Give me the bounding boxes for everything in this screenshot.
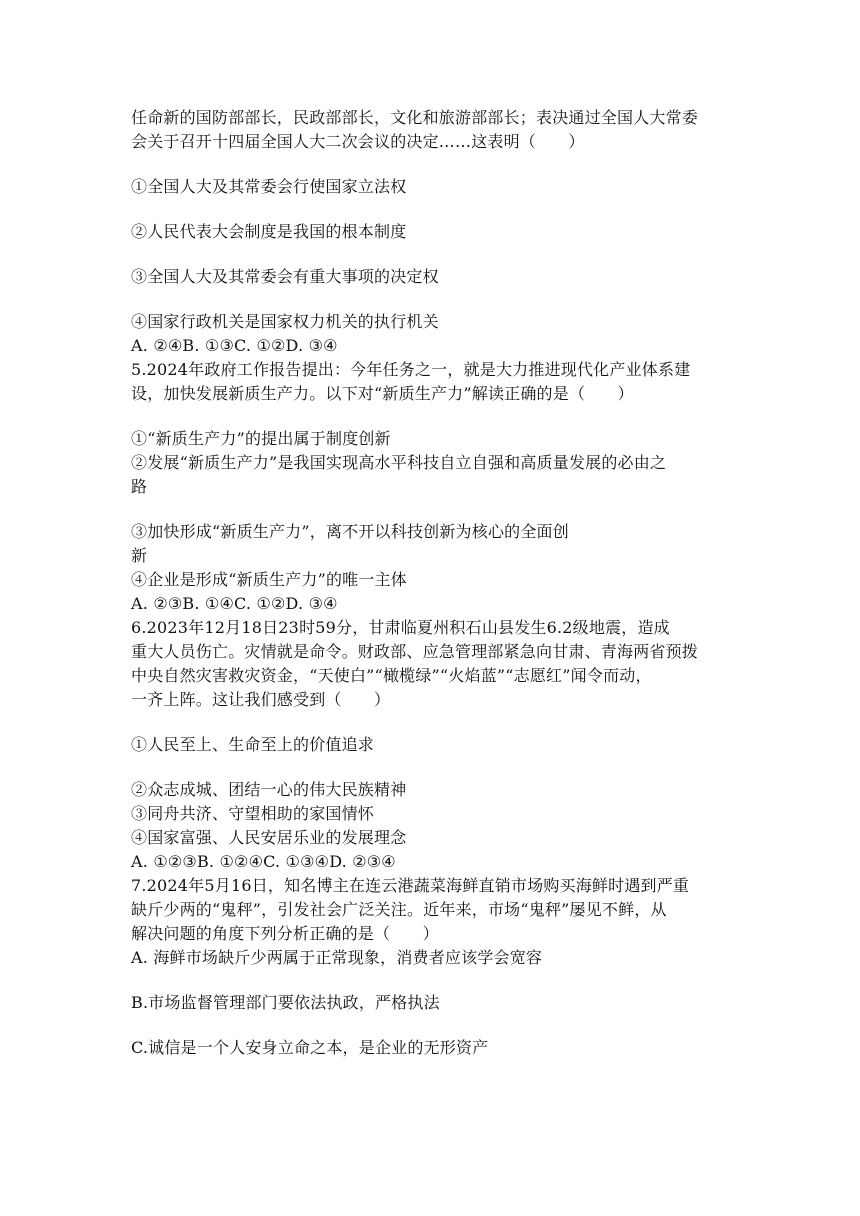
- q5-option-2-line-1: ②发展“新质生产力”是我国实现高水平科技自立自强和高质量发展的必由之: [131, 453, 667, 472]
- q6-option-4: ④国家富强、人民安居乐业的发展理念: [131, 828, 407, 847]
- q6-option-1: ①人民至上、生命至上的价值追求: [131, 735, 375, 754]
- q6-answer-choices: A. ①②③B. ①②④C. ①③④D. ②③④: [131, 852, 396, 871]
- q7-stem-line-2: 缺斤少两的“鬼秤”，引发社会广泛关注。近年来，市场“鬼秤”屡见不鲜，从: [131, 900, 667, 919]
- q5-option-1: ①“新质生产力”的提出属于制度创新: [131, 429, 391, 448]
- q7-stem-line-1: 7.2024年5月16日，知名博主在连云港蔬菜海鲜直销市场购买海鲜时遇到严重: [131, 876, 690, 895]
- q6-stem-line-3: 中央自然灾害救灾资金，“天使白”“橄榄绿”“火焰蓝”“志愿红”闻令而动，: [131, 666, 652, 685]
- q4-stem-line-2: 会关于召开十四届全国人大二次会议的决定……这表明（ ）: [131, 132, 585, 151]
- q6-stem-line-4: 一齐上阵。这让我们感受到（ ）: [131, 690, 391, 709]
- q6-option-3: ③同舟共济、守望相助的家国情怀: [131, 804, 375, 823]
- q4-option-3: ③全国人大及其常委会有重大事项的决定权: [131, 267, 439, 286]
- q5-option-3-line-2: 新: [131, 546, 148, 565]
- q7-option-c: C.诚信是一个人安身立命之本，是企业的无形资产: [131, 1038, 489, 1057]
- q7-option-b: B.市场监督管理部门要依法执政，严格执法: [131, 993, 440, 1012]
- q6-option-2: ②众志成城、团结一心的伟大民族精神: [131, 780, 407, 799]
- q5-option-3-line-1: ③加快形成“新质生产力”，离不开以科技创新为核心的全面创: [131, 522, 569, 541]
- q4-answer-choices: A. ②④B. ①③C. ①②D. ③④: [131, 336, 338, 355]
- q5-stem-line-2: 设，加快发展新质生产力。以下对“新质生产力”解读正确的是（ ）: [131, 384, 634, 403]
- q5-option-4: ④企业是形成“新质生产力”的唯一主体: [131, 570, 407, 589]
- q6-stem-line-2: 重大人员伤亡。灾情就是命令。财政部、应急管理部紧急向甘肃、青海两省预拨: [131, 642, 699, 661]
- q4-option-2: ②人民代表大会制度是我国的根本制度: [131, 222, 407, 241]
- q7-option-a: A. 海鲜市场缺斤少两属于正常现象，消费者应该学会宽容: [131, 948, 543, 967]
- q7-stem-line-3: 解决问题的角度下列分析正确的是（ ）: [131, 924, 439, 943]
- q4-option-4: ④国家行政机关是国家权力机关的执行机关: [131, 312, 439, 331]
- q4-option-1: ①全国人大及其常委会行使国家立法权: [131, 177, 407, 196]
- q6-stem-line-1: 6.2023年12月18日23时59分，甘肃临夏州积石山县发生6.2级地震，造成: [131, 618, 670, 637]
- q5-answer-choices: A. ②③B. ①④C. ①②D. ③④: [131, 594, 338, 613]
- q5-option-2-line-2: 路: [131, 477, 148, 496]
- q5-stem-line-1: 5.2024年政府工作报告提出：今年任务之一，就是大力推进现代化产业体系建: [131, 360, 691, 379]
- q4-stem-line-1: 任命新的国防部部长，民政部部长，文化和旅游部部长；表决通过全国人大常委: [131, 108, 699, 127]
